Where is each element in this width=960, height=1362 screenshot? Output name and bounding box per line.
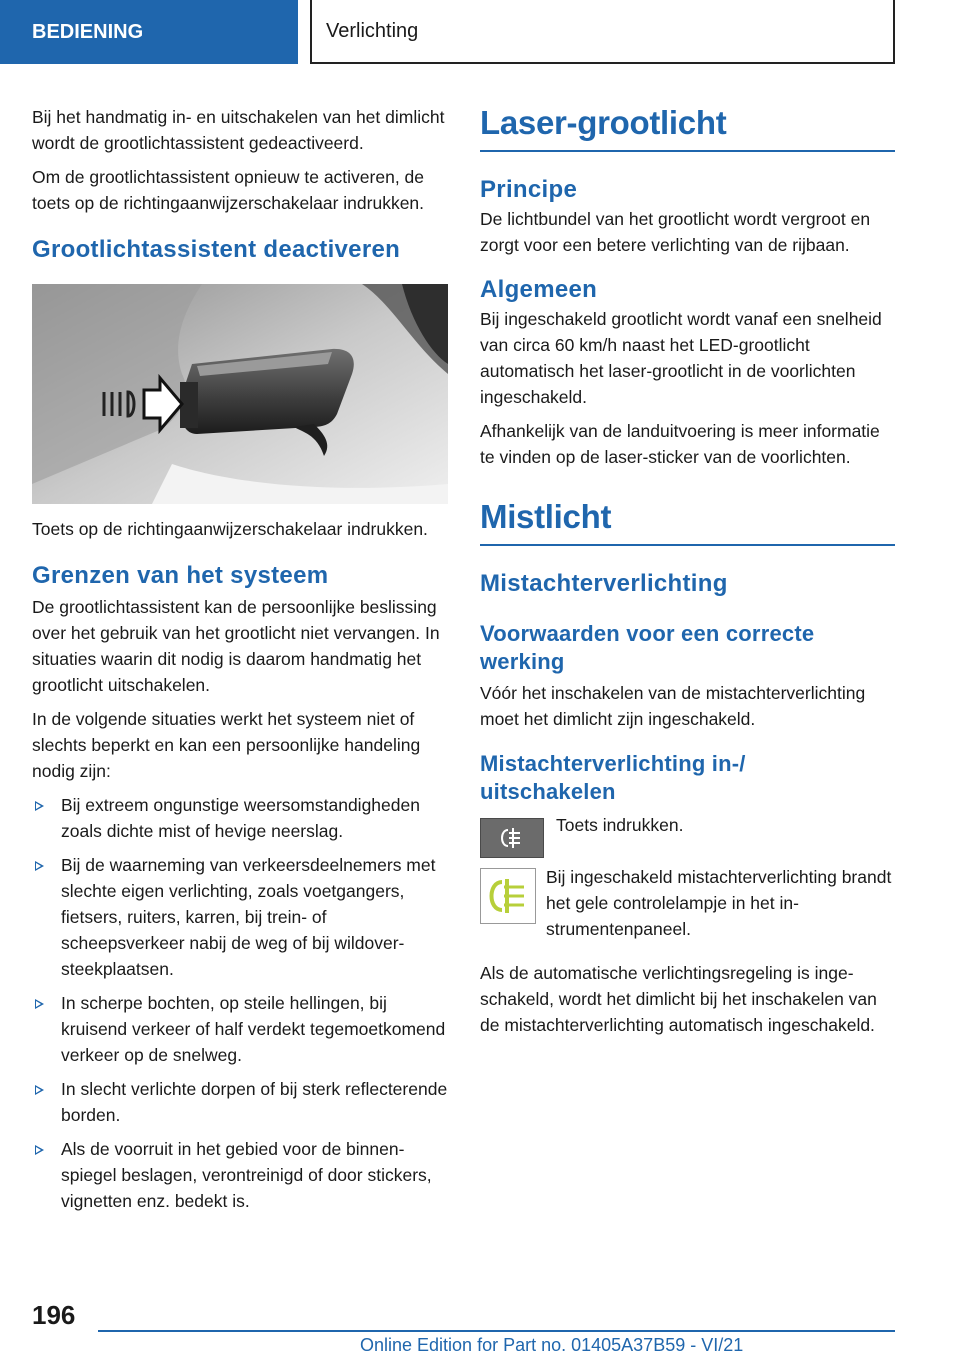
footer-edition: Online Edition for Part no. 01405A37B59 - VI/21 — [360, 1335, 744, 1355]
left-column — [32, 104, 448, 1222]
heading-conditions: Voorwaarden voor een correcte werking — [480, 621, 815, 674]
topic-header — [310, 0, 895, 64]
heading-switch: Mistachterverlichting in-/ uitschakelen — [480, 751, 746, 804]
button-row — [480, 815, 895, 858]
heading-laser: Laser-grootlicht — [480, 104, 727, 141]
intro-paragraph-2: Om de grootlichtassistent opnieuw te activeren, de toets op de richtingaanwijzerschakelaar indrukken. — [32, 167, 425, 213]
conditions-paragraph: Vóór het inschakelen van de mistachterverlichting moet het dimlicht zijn ingeschakeld. — [480, 683, 866, 729]
triangle-bullet-icon — [35, 861, 44, 871]
image-caption: Toets op de richtingaanwijzerschakelaar indrukken. — [32, 519, 428, 539]
turn-signal-stalk-illustration — [32, 284, 448, 504]
rear-fog-indicator-icon — [480, 868, 536, 924]
right-column — [480, 104, 895, 1046]
heading-rear-fog: Mistachterverlichting — [480, 570, 728, 597]
heading-rule — [480, 544, 895, 546]
heading-deactivate: Grootlichtassistent deactiveren — [32, 236, 401, 263]
auto-paragraph: Als de automatische verlichtingsregeling is ingeschakeld, wordt het dimlicht bij het inschakelen van de mistachterverlichting automatisch ingeschakeld. — [480, 963, 877, 1035]
general-paragraph-1: Bij ingeschakeld grootlicht wordt vanaf een snelheid van circa 60 km/h naast het LED-grootlicht automatisch het laser-grootlicht in de voorlichten ingeschakeld. — [480, 309, 882, 407]
button-instruction: Toets indrukken. — [556, 815, 684, 835]
indicator-row — [480, 868, 895, 950]
list-item: In slecht verlichte dorpen of bij sterk reflecterende borden. — [32, 1076, 448, 1128]
section-label: BEDIENING — [32, 20, 144, 43]
heading-limits: Grenzen van het systeem — [32, 562, 329, 589]
rear-fog-button-icon — [480, 818, 544, 858]
triangle-bullet-icon — [35, 1085, 44, 1095]
limits-list — [32, 792, 448, 1214]
section-tab — [0, 0, 298, 64]
limits-paragraph-2: In de volgende situaties werkt het systeem niet of slechts beperkt en kan een persoonlijke handeling nodig zijn: — [32, 709, 421, 781]
principle-paragraph: De lichtbundel van het grootlicht wordt vergroot en zorgt voor een betere verlichting van de rijbaan. — [480, 209, 871, 255]
list-item: Bij extreem ongunstige weersomstandigheden zoals dichte mist of hevige neerslag. — [32, 792, 448, 844]
indicator-paragraph: Bij ingeschakeld mistachterverlichting brandt het gele controlelampje in het instrumentenpaneel. — [546, 867, 892, 939]
stalk-photo — [32, 284, 448, 504]
general-paragraph-2: Afhankelijk van de landuitvoering is meer informatie te vinden op de laser-sticker van de voorlichten. — [480, 421, 880, 467]
intro-paragraph-1: Bij het handmatig in- en uitschakelen van het dimlicht wordt de grootlichtassistent gedeactiveerd. — [32, 107, 445, 153]
page-number: 196 — [32, 1300, 76, 1330]
footer-rule — [98, 1330, 895, 1332]
triangle-bullet-icon — [35, 1145, 44, 1155]
limits-paragraph-1: De grootlichtassistent kan de persoonlijke beslissing over het gebruik van het grootlicht niet vervangen. In situaties waarin dit nodig is daarom handmatig het grootlicht uitschakelen. — [32, 597, 440, 695]
list-item: Bij de waarneming van verkeersdeelnemers met slechte eigen verlichting, zoals voetgangers, fietsers, ruiters, karren, bij trein- of scheepsverkeer nabij de weg of bij wildoversteekplaatsen. — [32, 852, 448, 982]
topic-label: Verlichting — [326, 19, 419, 42]
heading-fog: Mistlicht — [480, 498, 612, 535]
list-item: Als de voorruit in het gebied voor de binnenspiegel beslagen, verontreinigd of door stickers, vignetten enz. bedekt is. — [32, 1136, 448, 1214]
triangle-bullet-icon — [35, 801, 44, 811]
heading-rule — [480, 150, 895, 152]
heading-general: Algemeen — [480, 276, 598, 303]
triangle-bullet-icon — [35, 999, 44, 1009]
list-item: In scherpe bochten, op steile hellingen, bij kruisend verkeer of half verdekt tegemoetkomend verkeer op de snelweg. — [32, 990, 448, 1068]
heading-principle: Principe — [480, 176, 578, 203]
